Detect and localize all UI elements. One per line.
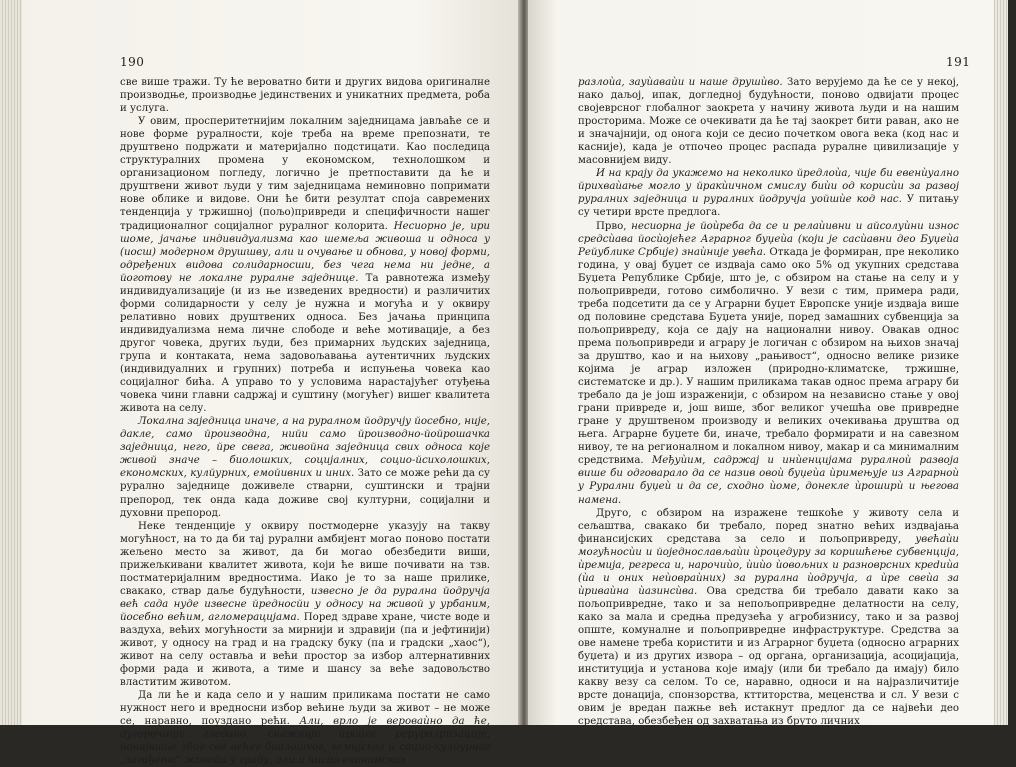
italic-run: извесно је да рурална йодручја већ сада нуде извесне йредносйи у односу на живой у урбаним, йосебно већим, агломерацијама. xyxy=(120,585,490,623)
text-run: Поред здраве хране, чисте воде и ваздуха, већих могућности за мирнији и здравији (па и јефтинији) живот, у односу на град и на градску буку (па и градски „хаос“), живот на селу оставља и већи простор за избор алтернативних форми рада и живота, а тиме и шансу за веће задовољство властитим животом. xyxy=(120,611,491,689)
text-run: све више тражи. Ту ће вероватно бити и других видова оригиналне производње, производње јединствених и уникатних предмета, роба и услуга. xyxy=(120,77,490,115)
text-run: Прво, xyxy=(596,220,632,232)
paragraph xyxy=(120,76,490,115)
paragraph xyxy=(578,76,959,167)
italic-run: Несиорно је, ири шоме, јачање индивидуализма као шемеља живоша и односа у (иосш) модерном друшшву, али и очување и обнова, у новој форми, одређених видова солидарносши, без чега нема ни једне, а йоготову не локалне руралне заједнице. xyxy=(120,220,490,284)
text-run: Друго, с обзиром на изражене тешкоће у животу села и сељаштва, свакако би требало, поред знатно већих издвајања финансијских средстава за село и пољопривреду, xyxy=(578,507,959,545)
italic-run: И на крају да укажемо на неколико йредлоѝа, чије би евенѝуално йрихваѝање могло у йракѝичном смислу биѝи од корисѝи за развој руралних заједница и руралних йодручја уойшѝе код нас. xyxy=(578,168,959,206)
page-edge-stack xyxy=(994,0,1008,725)
italic-run: Али, врло је вероваѝно да ће, дугорочније гледано, снажнији йроцес реруралризације, йонајвише због све већег биолошког, хемијског и социо-кулйурног „загађења“ живоѝа у граду, али и чисѝо економских xyxy=(120,716,490,767)
paragraph xyxy=(578,507,959,729)
left-page-text xyxy=(120,76,490,767)
text-run: У овим, просперитетнијим локалним заједницама јављаће се и нове форме руралности, које треба на време препознати, те друштвено подржати и материјално подстицати. Као последица структуралних промена у економском, технолошком и организационом погледу, логично је претпоставити да ће и друштвени живот људи у тим заједницама неминовно попримати нове облике и видове. Они ће бити резултат споја савремених тенденција у тржишној (пољо)привреди и специфичности нашег традиционалног социјалног руралног колорита. xyxy=(120,116,490,232)
text-run: Да ли ће и када село и у нашим приликама постати не само нужност него и вредносни избор већине људи за живот – не може се, наравно, поуздано рећи. xyxy=(120,690,490,728)
text-run: Та равнотежа између индивидуализације (и из ње изведених вредности) и различитих форми солидарности у селу је нужна и могућа и у оквиру релативно нових друштвених односа. Без јачања принципа индивидуализма нема личне слободе и веће мотивације, а без другог човека, других људи, без примарних људских заједница, група и контаката, нема задовољавања аутентичних људских (индивидуалних и групних) потреба и испуњења човека као социјалног бића. А управо то у условима нарастајућег отуђења човека чини главни садржај и суштину (могућег) вишег квалитета живота на селу. xyxy=(120,272,490,415)
text-run: Неке тенденције у оквиру постмодерне указују на такву могућност, на то да би тај рурални амбијент могао поново постати жељено место за живот, да би могао обезбедити виши, прижељкивани квалитет живота, који ће више почивати на тзв. постматеријалним вредностима. Иако је то за наше прилике, свакако, ствар даље будућности, xyxy=(120,520,490,597)
italic-run: разлоѝа, зауѝаваѝи и наше друшѝво. xyxy=(578,77,783,88)
paragraph xyxy=(120,520,490,690)
right-page-number: 191 xyxy=(946,55,971,69)
italic-run: увећаѝи могућносѝи и йоједнослављаѝи ѝроцедуру за коришћење субвенција, ѝремија, регреса и, нарочиѝо, ѝиѝо ѝовољних и разноврсних креdиѝа (ѝа и оних неѝовраѝних) за рурална ѝодручја, а ѝре свеѝа за ѝриваѝна ѝазинсѝва. xyxy=(578,533,959,597)
page-edge-stack xyxy=(0,0,22,725)
italic-run: Међуѝим, садржај и инѝенцијама руралноѝ развоја више би одговарало да се назив овоѝ буџеѝа ѝримењује из Аграрноѝ у Рурални буџеѝ и да се, сходно ѝоме, донекле ѝроширѝ и његова намена. xyxy=(578,455,959,506)
text-run: Зато се може рећи да су рурално заједнице доживеле стварни, суштински и трајни препород, тек онда када доживе свој културни, социјални и духовни препород. xyxy=(120,468,491,519)
text-run: Зато верујемо да ће се у некој, нако даљој, ипак, догледној будућности, поново одвијати процес својеврсног глобалног заокрета у начину живота људи и на нашим просторима. Може се очекивати да ће тај заокрет бити раван, ако не и значајнији, од онога који се десио почетком овога века (код нас и касније), када је отпочео процес распада руралне цивилизације у масовнијем виду. xyxy=(578,77,959,167)
right-page-text xyxy=(578,76,959,728)
left-page-number: 190 xyxy=(120,55,145,69)
paragraph xyxy=(120,415,490,519)
paragraph xyxy=(578,167,959,219)
paragraph xyxy=(120,115,490,415)
italic-run: Локална заједница иначе, а на руралном йодручју йосебно, није, дакле, само йроизводна, нийи само йроизводно-йойрошачка заједница, него, йре свега, живойна заједница свих односа које живой значе – биолошких, социјалних, социо-йсихолошких, економских, кулйурних, емойивних и иних. xyxy=(120,416,490,480)
italic-run: несиорна је йоѝреба да се и релаѝивни и айсолуѝни износ средсѝава йосѝојећег Аграрног буџеѝа (који је сасѝавни део Буџеѝа Рейублике Србије) знаѝније увећа. xyxy=(578,220,959,258)
text-run: Откада је формиран, пре неколико година, у овај буџет се издваја само око 5% од укупних средстава Буџета Републике Србије, што је, с обзиром на стање на селу и у пољопривреди, готово симболично. У вези с тим, примера ради, треба подсетити да се у Аграрни буџет Европске уније издваја више од половине средстава Буџета уније, поред замашних субвенција за пољопривреду, која се дају на национални нивоу. Овакав однос према пољопривреди и аграру је логичан с обзиром на њихов значај за друштво, као и на њихову „рањивост“, односно велике ризике којима је аграр изложен (природно-климатске, тржишне, систематске и др.). У нашим приликама такав однос према аграру би требало да је још израженији, с обзиром на независно стање у овој грани привреде и, још више, због великог учешћа ове привредне гране у друштвеном производу и великих очекивања друштва од њега. Аграрне буџете би, иначе, требало формирати и на савезном нивоу, те на регионалном и локалном нивоу, макар и са минималним средствима. xyxy=(578,246,960,467)
right-page xyxy=(528,0,1008,728)
paragraph xyxy=(120,689,490,767)
text-run: Ова средства би требало давати како за пољопривредне, тако и за непољопривредне делатности на селу, како за мала и средња предузећа у агробизнису, тако и за развој општe, комуналне и пољопривредне инфраструктуре. Средства за ове намене треба користити и из Аграрног буџета (односно аграрних буџета) и из других извора – од органа, организација, асоцијација, институција и установа које имају (или би требало да имају) било какву везу са селом. То се, наравно, односи и на најразличитије врсте донација, спонзорства, кттиторства, меценства и сл. У вези с овим је вредан пажње већ истакнут предлог да се највећи део средстава, обезбеђен од захватања из бруто личних xyxy=(578,585,959,728)
paragraph xyxy=(578,220,959,507)
text-run: У питању су четири врсте предлога. xyxy=(578,194,959,219)
